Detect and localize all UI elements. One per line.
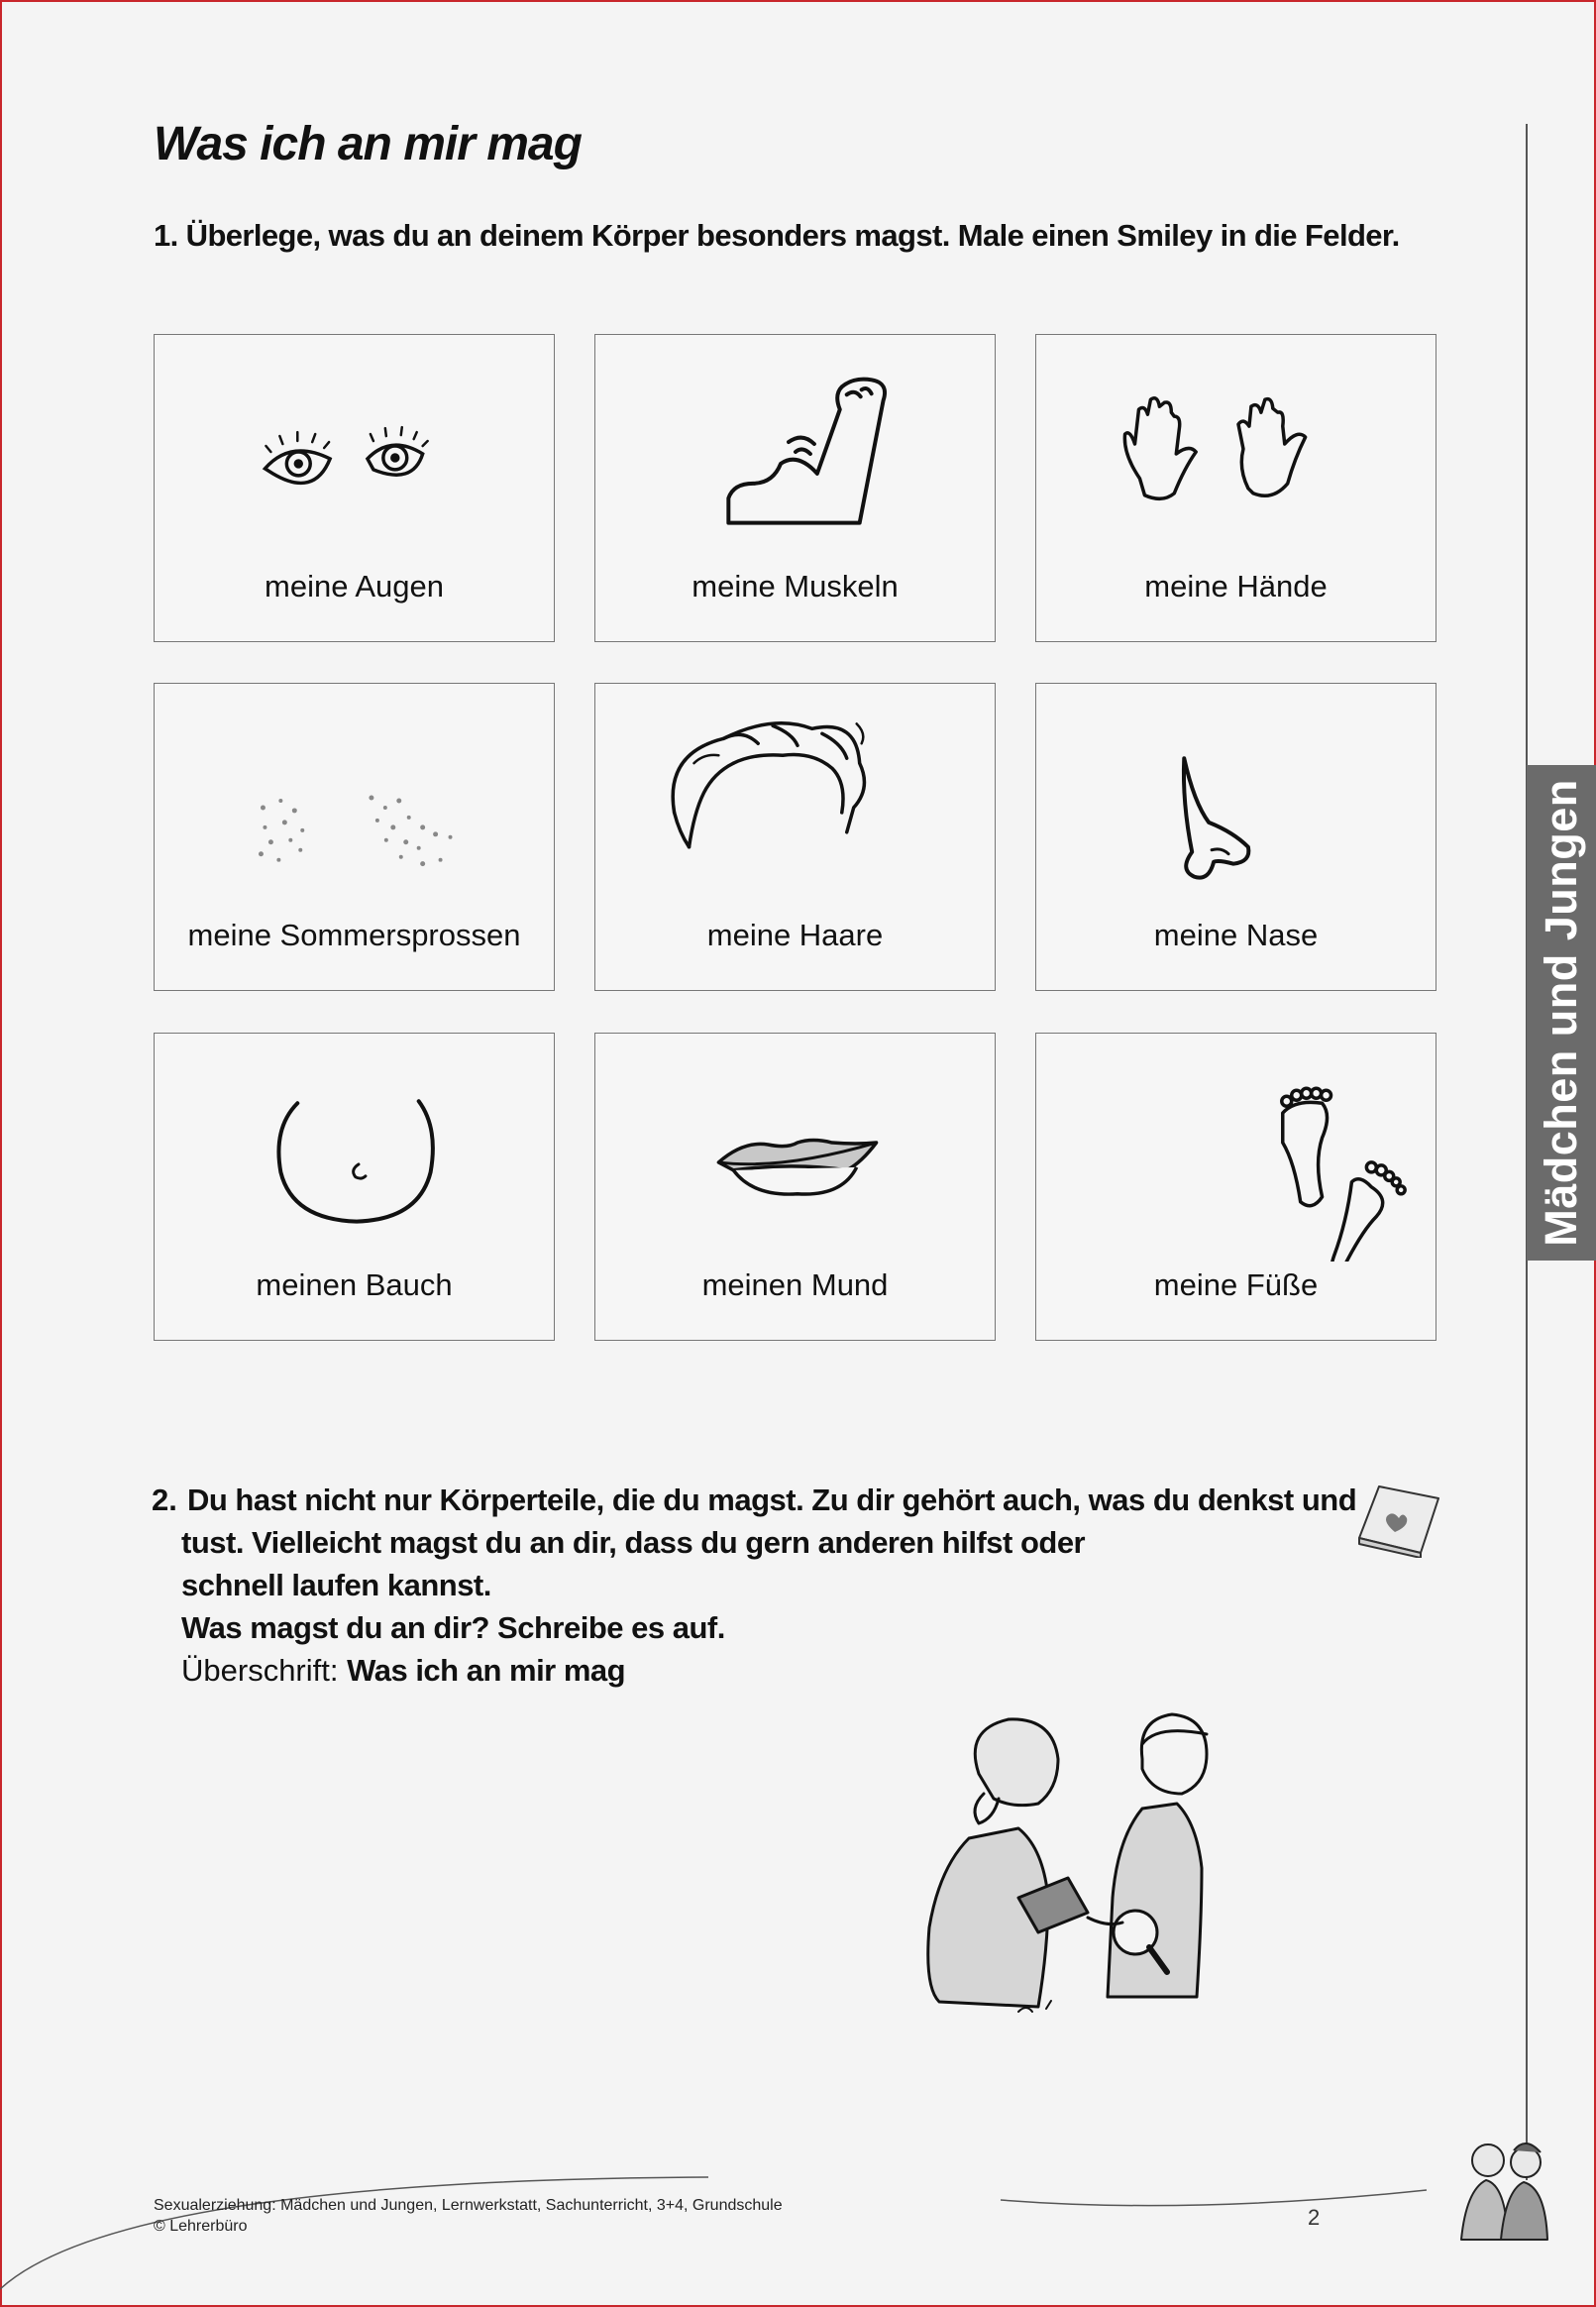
heading-value: Was ich an mir mag <box>347 1653 626 1688</box>
footer-line-1: Sexualerziehung: Mädchen und Jungen, Lernwerkstatt, Sachunterricht, 3+4, Grundschule <box>154 2197 783 2214</box>
card-label: meine Augen <box>265 569 444 604</box>
card-label: meinen Mund <box>701 1267 889 1302</box>
card-hands[interactable] <box>1035 334 1436 642</box>
task-2-line-4: Was magst du an dir? Schreibe es auf. <box>181 1610 725 1645</box>
card-nose[interactable] <box>1035 683 1436 991</box>
hands-icon <box>1036 335 1436 563</box>
notebook-heart-icon <box>1349 1479 1448 1558</box>
children-illustration <box>919 1700 1266 2027</box>
belly-icon <box>155 1034 554 1262</box>
card-eyes[interactable] <box>154 334 555 642</box>
heading-prefix: Überschrift: <box>181 1653 348 1688</box>
footer-line-2: © Lehrerbüro <box>154 2218 248 2235</box>
corner-children-icon <box>1446 2111 1565 2250</box>
card-label: meine Füße <box>1153 1267 1319 1302</box>
card-freckles[interactable] <box>154 683 555 991</box>
card-label: meine Hände <box>1144 569 1328 604</box>
card-hair[interactable] <box>594 683 996 991</box>
freckles-icon <box>155 684 554 912</box>
task-2-line-2: tust. Vielleicht magst du an dir, dass du gern anderen hilfst oder <box>181 1525 1086 1560</box>
card-label: meine Haare <box>706 918 884 952</box>
task-2-number: 2. <box>152 1483 177 1517</box>
muscle-arm-icon <box>595 335 995 563</box>
card-belly[interactable] <box>154 1033 555 1341</box>
mouth-icon <box>595 1034 995 1262</box>
nose-icon <box>1036 684 1436 912</box>
task-2-line-3: schnell laufen kannst. <box>181 1568 491 1602</box>
task-2-heading <box>181 1649 625 1692</box>
task-1-instruction: 1. Überlege, was du an deinem Körper besonders magst. Male einen Smiley in die Felder. <box>154 218 1400 253</box>
card-muscles[interactable] <box>594 334 996 642</box>
page-title: Was ich an mir mag <box>154 118 582 170</box>
side-tab-label: Mädchen und Jungen <box>1536 779 1587 1247</box>
side-tab <box>1527 765 1596 1261</box>
eyes-icon <box>155 335 554 563</box>
task-2-line-1: Du hast nicht nur Körperteile, die du magst. Zu dir gehört auch, was du denkst und <box>187 1483 1357 1517</box>
footer <box>154 2195 783 2237</box>
card-mouth[interactable] <box>594 1033 996 1341</box>
card-label: meine Muskeln <box>692 569 899 604</box>
card-label: meinen Bauch <box>256 1267 453 1302</box>
hair-icon <box>595 684 995 912</box>
feet-icon <box>1036 1034 1436 1262</box>
card-feet[interactable] <box>1035 1033 1436 1341</box>
page-number: 2 <box>1308 2205 1321 2230</box>
card-label: meine Sommersprossen <box>187 918 521 952</box>
card-label: meine Nase <box>1153 918 1319 952</box>
